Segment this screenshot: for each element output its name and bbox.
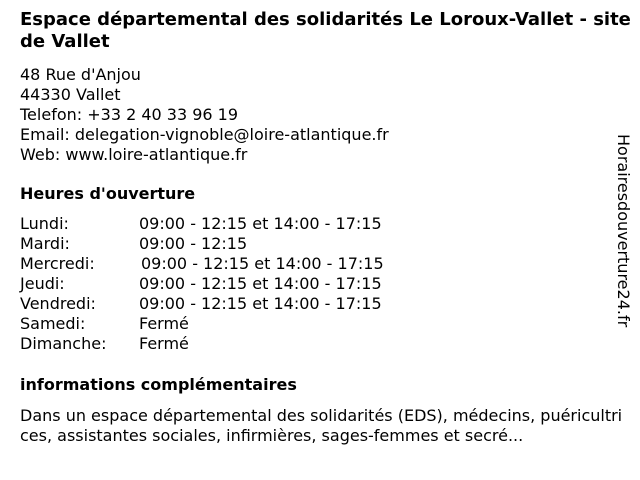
day-label: Samedi:	[20, 314, 86, 333]
time-value: Fermé	[139, 334, 189, 353]
site-watermark: Horairesdouverture24.fr	[614, 134, 633, 328]
hours-row-sunday	[20, 334, 384, 354]
day-label: Lundi:	[20, 214, 69, 233]
opening-hours-heading: Heures d'ouverture	[20, 184, 196, 203]
hours-row-friday	[20, 294, 384, 314]
time-value: 09:00 - 12:15 et 14:00 - 17:15	[141, 254, 384, 273]
hours-row-thursday	[20, 274, 384, 294]
day-label: Mardi:	[20, 234, 70, 253]
phone-text: Telefon: +33 2 40 33 96 19	[20, 105, 239, 124]
page-title: Espace départemental des solidarités Le Loroux-Vallet - site de Vallet	[20, 9, 631, 52]
day-label: Dimanche:	[20, 334, 107, 353]
web-text: Web: www.loire-atlantique.fr	[20, 145, 248, 164]
time-value: 09:00 - 12:15 et 14:00 - 17:15	[139, 214, 382, 233]
hours-row-saturday	[20, 314, 384, 334]
email-text: Email: delegation-vignoble@loire-atlantique.fr	[20, 125, 389, 144]
hours-row-monday	[20, 214, 384, 234]
time-value: 09:00 - 12:15 et 14:00 - 17:15	[139, 274, 382, 293]
time-value: 09:00 - 12:15 et 14:00 - 17:15	[139, 294, 382, 313]
contact-block	[20, 65, 389, 165]
additional-info-text: Dans un espace départemental des solidarités (EDS), médecins, puéricultrices, assistantes sociales, infirmières, sages-femmes et secré...	[20, 406, 623, 445]
address-street: 48 Rue d'Anjou	[20, 65, 141, 84]
additional-info-heading: informations complémentaires	[20, 375, 297, 394]
day-label: Vendredi:	[20, 294, 96, 313]
opening-hours-table	[20, 214, 384, 354]
address-city: 44330 Vallet	[20, 85, 121, 104]
hours-row-wednesday	[20, 254, 384, 274]
day-label: Jeudi:	[20, 274, 65, 293]
time-value: Fermé	[139, 314, 189, 333]
time-value: 09:00 - 12:15	[139, 234, 248, 253]
day-label: Mercredi:	[20, 254, 95, 273]
hours-row-tuesday	[20, 234, 384, 254]
